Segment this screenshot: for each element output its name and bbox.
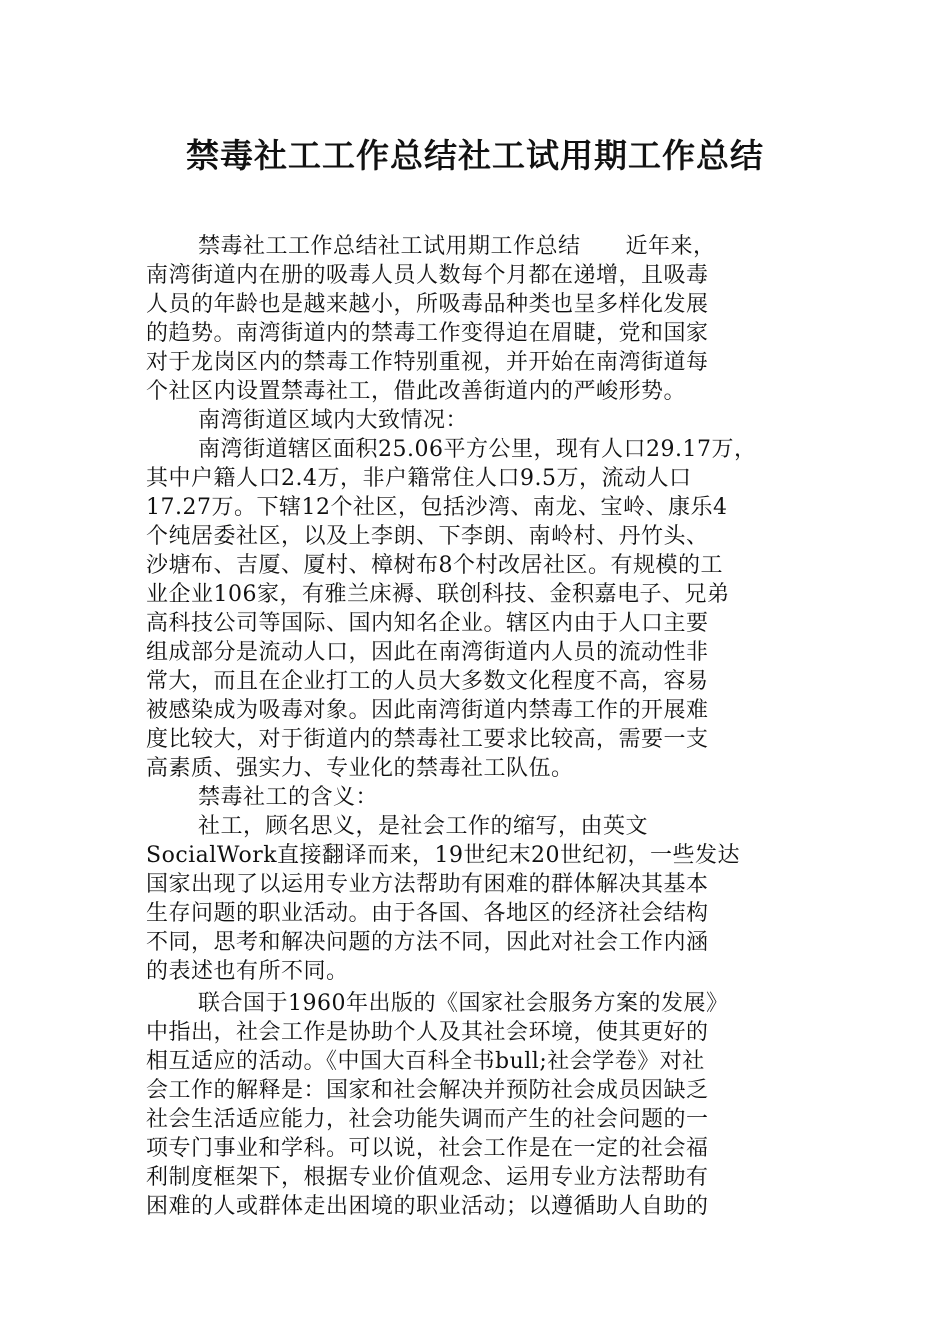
body-line: 沙塘布、吉厦、厦村、樟树布8个村改居社区。有规模的工 <box>146 553 723 578</box>
body-line: 高素质、强实力、专业化的禁毒社工队伍。 <box>146 756 574 781</box>
body-line: 国家出现了以运用专业方法帮助有困难的群体解决其基本 <box>146 872 709 897</box>
section-heading: 南湾街道区域内大致情况： <box>198 408 469 433</box>
body-line: 南湾街道内在册的吸毒人员人数每个月都在递增，且吸毒 <box>146 263 709 288</box>
body-line: 不同，思考和解决问题的方法不同，因此对社会工作内涵 <box>146 930 709 955</box>
body-line: 联合国于1960年出版的《国家社会服务方案的发展》 <box>198 991 729 1016</box>
body-line: 人员的年龄也是越来越小，所吸毒品种类也呈多样化发展 <box>146 292 709 317</box>
body-line: 会工作的解释是：国家和社会解决并预防社会成员因缺乏 <box>146 1078 709 1103</box>
body-line: 项专门事业和学科。可以说，社会工作是在一定的社会福 <box>146 1136 709 1161</box>
body-line: 度比较大，对于街道内的禁毒社工要求比较高，需要一支 <box>146 727 709 752</box>
body-line: 常大，而且在企业打工的人员大多数文化程度不高，容易 <box>146 669 709 694</box>
body-line: 其中户籍人口2.4万，非户籍常住人口9.5万，流动人口 <box>146 466 692 491</box>
body-line: 中指出，社会工作是协助个人及其社会环境，使其更好的 <box>146 1020 709 1045</box>
body-line: 的趋势。南湾街道内的禁毒工作变得迫在眉睫，党和国家 <box>146 321 709 346</box>
body-line: 相互适应的活动。《中国大百科全书bull;社会学卷》对社 <box>146 1049 705 1074</box>
body-line: SocialWork直接翻译而来，19世纪末20世纪初，一些发达 <box>146 843 741 868</box>
body-line: 社会生活适应能力，社会功能失调而产生的社会问题的一 <box>146 1107 709 1132</box>
body-line: 利制度框架下，根据专业价值观念、运用专业方法帮助有 <box>146 1165 709 1190</box>
body-line: 被感染成为吸毒对象。因此南湾街道内禁毒工作的开展难 <box>146 698 709 723</box>
section-heading: 禁毒社工的含义： <box>198 785 379 810</box>
body-line: 困难的人或群体走出困境的职业活动；以遵循助人自助的 <box>146 1194 709 1219</box>
document-title: 禁毒社工工作总结社工试用期工作总结 <box>186 136 764 175</box>
body-line: 高科技公司等国际、国内知名企业。辖区内由于人口主要 <box>146 611 709 636</box>
body-line: 南湾街道辖区面积25.06平方公里，现有人口29.17万， <box>198 437 757 462</box>
body-line: 的表述也有所不同。 <box>146 959 349 984</box>
body-line: 社工，顾名思义，是社会工作的缩写，由英文 <box>198 814 649 839</box>
document-body <box>146 232 826 1221</box>
body-line: 个社区内设置禁毒社工，借此改善街道内的严峻形势。 <box>146 379 687 404</box>
body-line: 生存问题的职业活动。由于各国、各地区的经济社会结构 <box>146 901 709 926</box>
body-line: 个纯居委社区，以及上李朗、下李朗、南岭村、丹竹头、 <box>146 524 709 549</box>
body-line: 组成部分是流动人口，因此在南湾街道内人员的流动性非 <box>146 640 709 665</box>
body-line: 业企业106家，有雅兰床褥、联创科技、金积嘉电子、兄弟 <box>146 582 730 607</box>
body-line: 禁毒社工工作总结社工试用期工作总结 近年来， <box>198 234 716 259</box>
body-line: 17.27万。下辖12个社区，包括沙湾、南龙、宝岭、康乐4 <box>146 495 728 520</box>
body-line: 对于龙岗区内的禁毒工作特别重视，并开始在南湾街道每 <box>146 350 709 375</box>
